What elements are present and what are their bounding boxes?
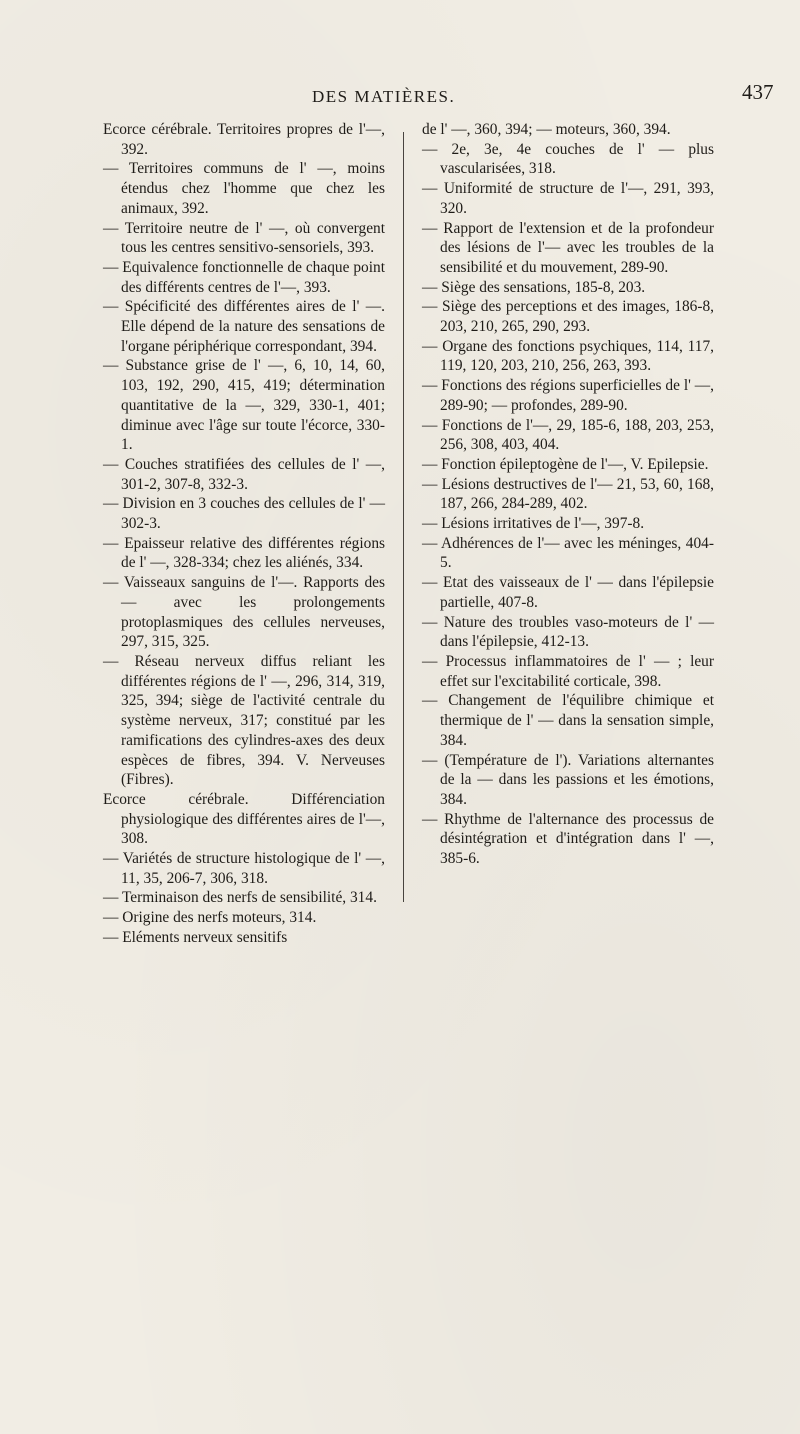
page-number: 437: [742, 80, 774, 104]
index-entry: — Terminaison des nerfs de sensibilité, 314.: [103, 889, 377, 907]
index-entry: — Fonctions des régions superficielles de l' —, 289-90; — profondes, 289-90.: [422, 377, 714, 414]
index-entry: — Division en 3 couches des cellules de l' — 302-3.: [103, 495, 385, 533]
index-entry: — Changement de l'équilibre chimique et thermique de l' — dans la sensation simple, 384.: [422, 692, 714, 749]
index-entry: — Lésions destructives de l'— 21, 53, 60, 168, 187, 266, 284-289, 402.: [422, 475, 714, 513]
index-entry: — Spécificité des différentes aires de l' —. Elle dépend de la nature des sensations de l'organe périphérique correspondant, 394.: [103, 298, 385, 355]
index-entry: — Equivalence fonctionnelle de chaque point des différents centres de l'—, 393.: [103, 258, 385, 296]
index-entry: — Lésions irritatives de l'—, 397-8.: [422, 515, 645, 533]
page-header: [0, 80, 800, 110]
index-entry: — Rhythme de l'alternance des processus de désintégration et d'intégration dans l' —, 385-6.: [422, 810, 714, 868]
index-entry: — Eléments nerveux sensitifs: [103, 928, 288, 946]
index-entry: — Variétés de structure histologique de l' —, 11, 35, 206-7, 306, 318.: [103, 850, 385, 887]
index-entry: — Rapport de l'extension et de la profondeur des lésions de l'— avec les troubles de la sensibilité et du mouvement, 289-90.: [422, 219, 714, 276]
index-entry: Ecorce cérébrale. Territoires propres de l'—, 392.: [103, 121, 385, 158]
index-entry: — Couches stratifiées des cellules de l' —, 301-2, 307-8, 332-3.: [103, 455, 385, 493]
index-entry: — Substance grise de l' —, 6, 10, 14, 60, 103, 192, 290, 415, 419; détermination quantitative de la —, 329, 330-1, 401; diminue avec l'âge sur toute l'écorce, 330-1.: [103, 357, 385, 454]
index-entry: Ecorce cérébrale. Différenciation physiologique des différentes aires de l'—, 308.: [103, 790, 385, 848]
index-entry: — Uniformité de structure de l'—, 291, 393, 320.: [422, 180, 714, 217]
index-entry: — Origine des nerfs moteurs, 314.: [103, 909, 317, 927]
index-entry: — Territoires communs de l' —, moins étendus chez l'homme que chez les animaux, 392.: [103, 160, 385, 217]
index-entry: — Vaisseaux sanguins de l'—. Rapports des — avec les prolongements protoplasmiques des cellules nerveuses, 297, 315, 325.: [103, 574, 385, 651]
index-entry: — Processus inflammatoires de l' — ; leur effet sur l'excitabilité corticale, 398.: [422, 652, 714, 690]
running-title: DES MATIÈRES.: [312, 87, 456, 106]
index-entry: — Siège des perceptions et des images, 186-8, 203, 210, 265, 290, 293.: [422, 298, 714, 336]
index-entry: — Territoire neutre de l' —, où convergent tous les centres sensitivo-sensoriels, 393.: [103, 219, 385, 257]
index-column-left: [103, 120, 385, 948]
index-entry: de l' —, 360, 394; — moteurs, 360, 394.: [422, 121, 671, 138]
index-entry: — Siège des sensations, 185-8, 203.: [422, 278, 646, 296]
index-column-right: [422, 120, 714, 869]
index-entry: — Fonction épileptogène de l'—, V. Epilepsie.: [422, 455, 709, 473]
index-entry: — Nature des troubles vaso-moteurs de l' — dans l'épilepsie, 412-13.: [422, 613, 714, 651]
index-entry: — Fonctions de l'—, 29, 185-6, 188, 203, 253, 256, 308, 403, 404.: [422, 416, 714, 454]
index-entry: — Etat des vaisseaux de l' — dans l'épilepsie partielle, 407-8.: [422, 574, 714, 611]
index-entry: — Epaisseur relative des différentes régions de l' —, 328-334; chez les aliénés, 334.: [103, 534, 385, 572]
column-divider: [403, 132, 404, 902]
index-entry: — Adhérences de l'— avec les méninges, 404-5.: [422, 534, 714, 572]
index-entry: — 2e, 3e, 4e couches de l' — plus vascularisées, 318.: [422, 140, 714, 178]
index-entry: — Organe des fonctions psychiques, 114, 117, 119, 120, 203, 210, 256, 263, 393.: [422, 337, 714, 375]
index-entry: — (Température de l'). Variations alternantes de la — dans les passions et les émotions, 384.: [422, 751, 714, 808]
index-entry: — Réseau nerveux diffus reliant les différentes régions de l' —, 296, 314, 319, 325, 394; siège de l'activité centrale du système nerveux, 317; constitué par les ramifications des cylindres-axes des deux espèces de fibres, 394. V. Nerveuses (Fibres).: [103, 652, 385, 789]
